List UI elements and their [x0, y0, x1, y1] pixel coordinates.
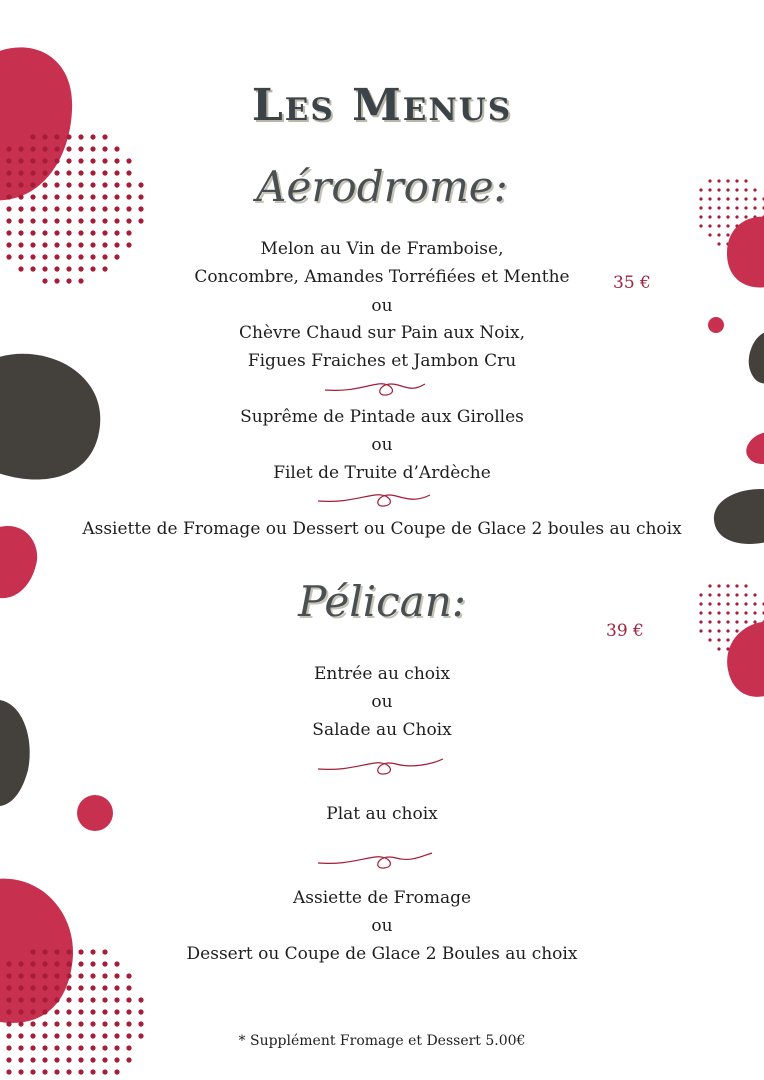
decor-dot — [717, 233, 720, 236]
decor-dot — [66, 1057, 71, 1062]
decor-dot — [54, 997, 59, 1002]
decor-dot — [114, 1009, 119, 1014]
decor-dot — [102, 997, 107, 1002]
decor-dot — [699, 215, 702, 218]
decor-dot — [18, 230, 23, 235]
decor-dot — [6, 230, 11, 235]
decor-dot — [42, 973, 47, 978]
decor-dot — [90, 134, 95, 139]
decor-dot — [18, 218, 23, 223]
decor-dot — [126, 973, 131, 978]
menu-name-pelican: Pélican: — [298, 577, 466, 626]
decor-dot — [78, 146, 83, 151]
decor-dot — [126, 1021, 131, 1026]
decor-dot — [126, 1009, 131, 1014]
decor-dot — [114, 997, 119, 1002]
menu-item: Salade au Choix — [312, 720, 452, 740]
decor-dot — [78, 134, 83, 139]
decor-dot — [54, 1069, 59, 1074]
flourish-divider — [0, 487, 764, 511]
decor-dot — [42, 146, 47, 151]
decor-dot — [30, 997, 35, 1002]
decor-dot — [126, 1057, 131, 1062]
decor-dot — [114, 1057, 119, 1062]
decor-dot — [42, 997, 47, 1002]
decor-dot — [6, 985, 11, 990]
decor-dot — [126, 997, 131, 1002]
decor-dot — [54, 218, 59, 223]
decor-dot — [66, 1009, 71, 1014]
decor-dot — [30, 218, 35, 223]
decor-dot — [6, 973, 11, 978]
decor-dot — [717, 224, 720, 227]
menu-item: Plat au choix — [326, 804, 438, 824]
decor-dot — [78, 985, 83, 990]
decor-dot — [126, 230, 131, 235]
decor-dot — [138, 1009, 143, 1014]
decor-dot — [114, 973, 119, 978]
decor-dot — [78, 1069, 83, 1074]
decor-dot — [726, 224, 729, 227]
decor-dot — [66, 1069, 71, 1074]
decor-dot — [126, 985, 131, 990]
decor-dot — [102, 973, 107, 978]
menu-item: Suprême de Pintade aux Girolles — [240, 407, 524, 427]
decor-dot — [717, 629, 720, 632]
decor-dot — [30, 1009, 35, 1014]
decor-dot — [138, 997, 143, 1002]
decor-dot — [726, 629, 729, 632]
menu-item: Filet de Truite d’Ardèche — [273, 463, 491, 483]
decor-dot — [708, 233, 711, 236]
menu-or: ou — [371, 692, 393, 712]
decor-dot — [102, 1021, 107, 1026]
decor-dot — [42, 134, 47, 139]
decor-dot — [90, 146, 95, 151]
decor-dot — [744, 215, 747, 218]
decor-dot — [90, 230, 95, 235]
decor-dot — [6, 146, 11, 151]
decor-dot — [699, 629, 702, 632]
decor-dot — [42, 1009, 47, 1014]
menu-price-pelican: 39 € — [606, 621, 644, 641]
decor-dot — [708, 638, 711, 641]
menu-item: Entrée au choix — [313, 664, 451, 684]
flourish-divider — [0, 849, 764, 873]
decor-dot — [54, 985, 59, 990]
decor-dot — [699, 224, 702, 227]
decor-dot — [126, 218, 131, 223]
decor-dot — [78, 1009, 83, 1014]
decor-dot — [18, 1057, 23, 1062]
decor-dot — [42, 1057, 47, 1062]
decor-dot — [90, 1009, 95, 1014]
decor-dot — [18, 997, 23, 1002]
menu-item: Assiette de Fromage ou Dessert ou Coupe de Glace 2 boules au choix — [82, 519, 682, 539]
decor-dot — [66, 218, 71, 223]
decor-dot — [54, 1057, 59, 1062]
decor-dot — [726, 638, 729, 641]
flourish-divider — [0, 755, 764, 779]
decor-dot — [54, 1009, 59, 1014]
decor-dot — [54, 134, 59, 139]
decor-dot — [18, 1009, 23, 1014]
decor-dot — [708, 629, 711, 632]
decor-dot — [102, 1069, 107, 1074]
decor-dot — [66, 230, 71, 235]
menu-or: ou — [371, 435, 393, 455]
decor-dot — [78, 997, 83, 1002]
decor-dot — [42, 230, 47, 235]
decor-dot — [717, 215, 720, 218]
decor-dot — [708, 224, 711, 227]
decor-dot — [30, 1021, 35, 1026]
decor-dot — [114, 1069, 119, 1074]
decor-dot — [66, 1021, 71, 1026]
decor-dot — [6, 1057, 11, 1062]
decor-dot — [90, 218, 95, 223]
decor-dot — [114, 218, 119, 223]
menu-item: Chèvre Chaud sur Pain aux Noix, — [239, 323, 525, 343]
decor-dot — [114, 230, 119, 235]
decor-dot — [78, 218, 83, 223]
decor-dot — [66, 985, 71, 990]
decor-dot — [78, 973, 83, 978]
decor-dot — [6, 218, 11, 223]
decor-dot — [138, 1021, 143, 1026]
decor-dot — [18, 973, 23, 978]
decor-dot — [102, 218, 107, 223]
decor-dot — [42, 218, 47, 223]
flourish-divider — [0, 376, 764, 400]
menu-or: ou — [371, 916, 393, 936]
menu-name-aerodrome: Aérodrome: — [256, 162, 508, 211]
decor-dot — [78, 230, 83, 235]
decor-dot — [6, 1009, 11, 1014]
footnote: * Supplément Fromage et Dessert 5.00€ — [238, 1033, 526, 1049]
decor-dot — [30, 973, 35, 978]
decor-dot — [30, 146, 35, 151]
decor-dot — [90, 997, 95, 1002]
decor-dot — [54, 230, 59, 235]
decor-dot — [102, 1009, 107, 1014]
decor-dot — [30, 134, 35, 139]
decor-dot — [66, 146, 71, 151]
decor-dot — [54, 973, 59, 978]
decor-dot — [6, 997, 11, 1002]
decor-dot — [717, 647, 720, 650]
page-title: Les Menus — [251, 80, 513, 131]
decor-dot — [66, 997, 71, 1002]
decor-dot — [726, 233, 729, 236]
decor-dot — [18, 1069, 23, 1074]
pink-blob — [727, 622, 764, 697]
decor-dot — [30, 1069, 35, 1074]
dark-blob — [0, 700, 30, 807]
decor-dot — [42, 1021, 47, 1026]
decor-dot — [90, 973, 95, 978]
decor-dot — [90, 1021, 95, 1026]
menu-item: Assiette de Fromage — [292, 888, 472, 908]
decor-dot — [54, 1021, 59, 1026]
decor-dot — [90, 985, 95, 990]
decor-dot — [138, 218, 143, 223]
menu-item: Concombre, Amandes Torréfiées et Menthe — [194, 267, 570, 287]
decor-dot — [66, 134, 71, 139]
decor-dot — [42, 1069, 47, 1074]
decor-dot — [18, 1021, 23, 1026]
decor-dot — [102, 146, 107, 151]
decor-dot — [708, 215, 711, 218]
decor-dot — [18, 985, 23, 990]
decor-dot — [102, 230, 107, 235]
menu-price-aerodrome: 35 € — [613, 273, 651, 293]
decor-dot — [102, 134, 107, 139]
decor-dot — [6, 1069, 11, 1074]
decor-dot — [735, 215, 738, 218]
decor-dot — [726, 215, 729, 218]
decor-dot — [114, 1021, 119, 1026]
menu-item: Dessert ou Coupe de Glace 2 Boules au choix — [186, 944, 578, 964]
decor-dot — [6, 1021, 11, 1026]
decor-dot — [30, 1057, 35, 1062]
decor-dot — [66, 973, 71, 978]
decor-dot — [102, 1057, 107, 1062]
decor-dot — [90, 1069, 95, 1074]
menu-item: Figues Fraiches et Jambon Cru — [247, 351, 517, 371]
menu-or: ou — [371, 296, 393, 316]
decor-dot — [90, 1057, 95, 1062]
decor-dot — [717, 638, 720, 641]
decor-dot — [735, 629, 738, 632]
decor-dot — [30, 230, 35, 235]
decor-dot — [30, 985, 35, 990]
decor-dot — [18, 146, 23, 151]
decor-dot — [42, 985, 47, 990]
decor-dot — [114, 985, 119, 990]
decor-dot — [54, 146, 59, 151]
decor-dot — [78, 1021, 83, 1026]
menu-item: Melon au Vin de Framboise, — [260, 239, 504, 259]
decor-dot — [78, 1057, 83, 1062]
decor-dot — [102, 985, 107, 990]
decor-dot — [114, 146, 119, 151]
